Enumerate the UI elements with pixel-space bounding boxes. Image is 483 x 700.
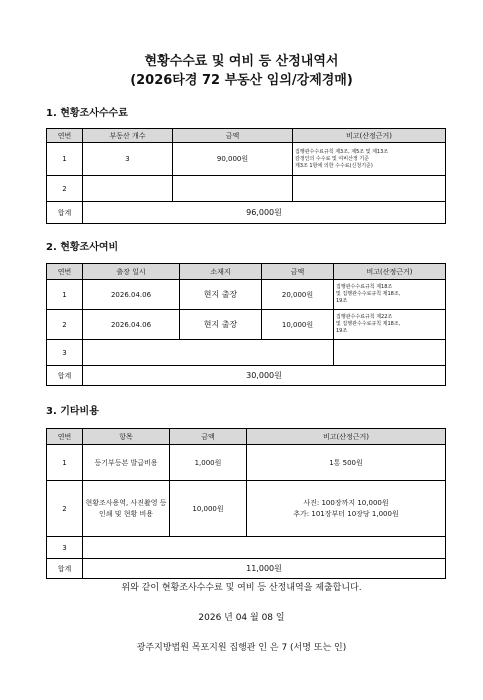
row-note xyxy=(247,481,446,537)
col-header-amount: 금액 xyxy=(173,129,293,143)
total-label: 합계 xyxy=(47,366,83,386)
row-no: 1 xyxy=(47,280,83,310)
row-no: 3 xyxy=(47,340,83,366)
note-line: 및 집행관수수료규칙 제18조, xyxy=(336,321,401,327)
row-no: 1 xyxy=(47,143,83,176)
note-line: 제3조 1항에 의한 수수료(신청기준) xyxy=(295,162,373,169)
submission-statement: 위와 같이 현황조사수수료 및 여비 등 산정내역을 제출합니다. xyxy=(121,583,362,593)
row-amount: 1,000원 xyxy=(170,445,247,481)
total-value: 30,000원 xyxy=(83,366,446,386)
row-note xyxy=(334,310,446,340)
document-title-line1: 현황수수료 및 여비 등 산정내역서 xyxy=(144,54,339,69)
col-header-no: 연번 xyxy=(47,129,83,143)
note-line: 추가: 101장부터 10장당 1,000원 xyxy=(293,509,399,518)
col-header-note: 비고(산정근거) xyxy=(247,429,446,445)
section3-table xyxy=(46,428,446,579)
row-amount: 10,000원 xyxy=(262,310,334,340)
row-date: 2026.04.06 xyxy=(83,310,180,340)
note-line: 집행관수수료규칙 제22조 xyxy=(336,314,393,320)
table-row xyxy=(47,537,446,559)
row-no: 1 xyxy=(47,445,83,481)
row-no: 2 xyxy=(47,310,83,340)
note-line: 집행관수수료규칙 제3조, 제5조 및 제13조 xyxy=(295,148,389,155)
col-header-no: 연번 xyxy=(47,429,83,445)
note-line: 사진: 100장까지 10,000원 xyxy=(303,498,389,507)
note-line: 19조 xyxy=(336,328,348,334)
total-value: 96,000원 xyxy=(83,202,446,224)
section1-heading: 1. 현황조사수수료 xyxy=(46,108,128,119)
col-header-note: 비고(산정근거) xyxy=(293,129,446,143)
col-header-item: 항목 xyxy=(83,429,170,445)
row-item: 등기부등본 발급비용 xyxy=(83,445,170,481)
row-note xyxy=(334,280,446,310)
table-row xyxy=(47,481,446,537)
note-line: 및 집행관수수료규칙 제18조, xyxy=(336,291,401,297)
col-header-no: 연번 xyxy=(47,264,83,280)
table-row xyxy=(47,143,446,176)
row-note: 1통 500원 xyxy=(247,445,446,481)
table-row xyxy=(47,445,446,481)
table-row xyxy=(47,280,446,310)
row-no: 3 xyxy=(47,537,83,559)
note-line: 집행관수수료규칙 제18조 xyxy=(336,284,393,290)
col-header-count: 부동산 개수 xyxy=(83,129,173,143)
table-row xyxy=(47,310,446,340)
row-amount: 90,000원 xyxy=(173,143,293,176)
total-row xyxy=(47,202,446,224)
col-header-amount: 금액 xyxy=(262,264,334,280)
total-label: 합계 xyxy=(47,559,83,579)
note-line: 감정인의 수수료 및 여비산정 기준 xyxy=(295,155,369,162)
col-header-amount: 금액 xyxy=(170,429,247,445)
row-note xyxy=(293,143,446,176)
col-header-note: 비고(산정근거) xyxy=(334,264,446,280)
section2-heading: 2. 현황조사여비 xyxy=(46,242,119,253)
item-line: 인쇄 및 현황 비용 xyxy=(98,509,153,518)
table-row xyxy=(47,176,446,202)
total-value: 11,000원 xyxy=(83,559,446,579)
row-no: 2 xyxy=(47,176,83,202)
section1-table xyxy=(46,128,446,224)
section3-heading: 3. 기타비용 xyxy=(46,406,99,417)
row-amount: 10,000원 xyxy=(170,481,247,537)
document-title-line2: (2026타경 72 부동산 임의/강제경매) xyxy=(130,73,353,88)
row-place: 현지 출장 xyxy=(180,310,262,340)
row-date: 2026.04.06 xyxy=(83,280,180,310)
section2-table xyxy=(46,263,446,386)
row-item xyxy=(83,481,170,537)
signature-line: 광주지방법원 목포지원 집행관 인 은 7 (서명 또는 인) xyxy=(136,643,347,653)
row-place: 현지 출장 xyxy=(180,280,262,310)
item-line: 현황조사용역, 사진촬영 등 xyxy=(85,498,167,507)
row-no: 2 xyxy=(47,481,83,537)
row-amount: 20,000원 xyxy=(262,280,334,310)
col-header-place: 소재지 xyxy=(180,264,262,280)
col-header-date: 출장 일시 xyxy=(83,264,180,280)
total-row xyxy=(47,366,446,386)
row-count: 3 xyxy=(83,143,173,176)
note-line: 19조 xyxy=(336,298,348,304)
total-label: 합계 xyxy=(47,202,83,224)
total-row xyxy=(47,559,446,579)
table-row xyxy=(47,340,446,366)
submission-date: 2026 년 04 월 08 일 xyxy=(198,613,285,623)
